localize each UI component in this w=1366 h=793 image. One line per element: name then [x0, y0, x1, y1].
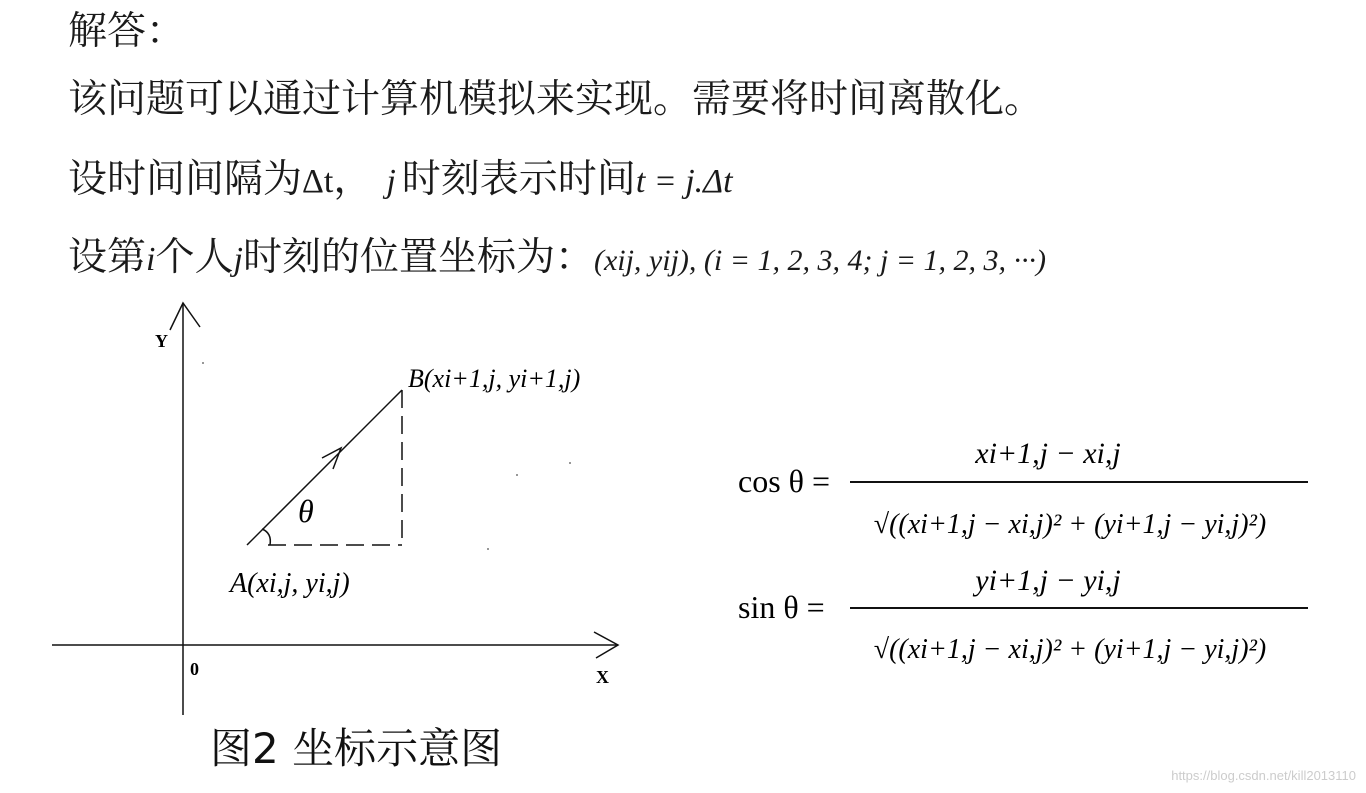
x-axis-label: X — [596, 667, 609, 687]
position-text-2: 个人 — [155, 235, 234, 280]
formula-block — [730, 430, 1330, 690]
y-axis-label: Y — [155, 331, 168, 351]
solution-heading: 解答： — [68, 9, 186, 54]
vector-ab — [247, 390, 402, 545]
cos-denominator: √((xi+1,j − xi,j)² + (yi+1,j − yi,j)²) — [873, 509, 1267, 540]
vector-arrow-head — [322, 448, 341, 469]
angle-arc — [262, 529, 270, 545]
stray-dot — [516, 474, 518, 476]
point-b-label: B(xi+1,j, yi+1,j) — [408, 364, 581, 393]
time-step-line — [68, 157, 733, 202]
point-a-label: A(xi,j, yi,j) — [230, 568, 350, 599]
cos-numerator: xi+1,j − xi,j — [975, 437, 1121, 470]
j-symbol: j — [386, 163, 396, 200]
cos-lhs: cos θ = — [738, 463, 831, 499]
sin-numerator: yi+1,j − yi,j — [975, 564, 1121, 597]
position-text-3: 时刻的位置坐标为： — [242, 235, 594, 280]
watermark: https://blog.csdn.net/kill2013110 — [1171, 768, 1356, 783]
position-line — [68, 235, 1047, 280]
time-step-text-1: 设时间间隔为 — [68, 157, 303, 202]
y-axis-arrow — [170, 303, 200, 330]
position-formula: (xij, yij), (i = 1, 2, 3, 4; j = 1, 2, 3, ···) — [593, 244, 1047, 277]
sin-denominator: √((xi+1,j − xi,j)² + (yi+1,j − yi,j)²) — [873, 634, 1267, 665]
i-symbol: i — [146, 241, 156, 278]
sin-lhs: sin θ = — [738, 589, 825, 625]
position-text-1: 设第 — [68, 235, 147, 280]
time-step-text-2: 时刻表示时间 — [401, 157, 636, 202]
j-symbol-2: j — [233, 241, 243, 278]
figure-caption: 图2 坐标示意图 — [210, 724, 503, 773]
theta-label: θ — [298, 493, 314, 529]
intro-text: 该问题可以通过计算机模拟来实现。需要将时间离散化。 — [68, 77, 1044, 122]
time-equation: t = j.Δt — [635, 163, 733, 200]
stray-dot — [569, 462, 571, 464]
coordinate-diagram — [0, 295, 640, 715]
time-step-comma: ， — [333, 157, 373, 202]
stray-dot — [487, 548, 489, 550]
stray-dot — [202, 362, 204, 364]
origin-label: 0 — [190, 659, 199, 679]
delta-t-symbol: Δt — [302, 163, 334, 200]
